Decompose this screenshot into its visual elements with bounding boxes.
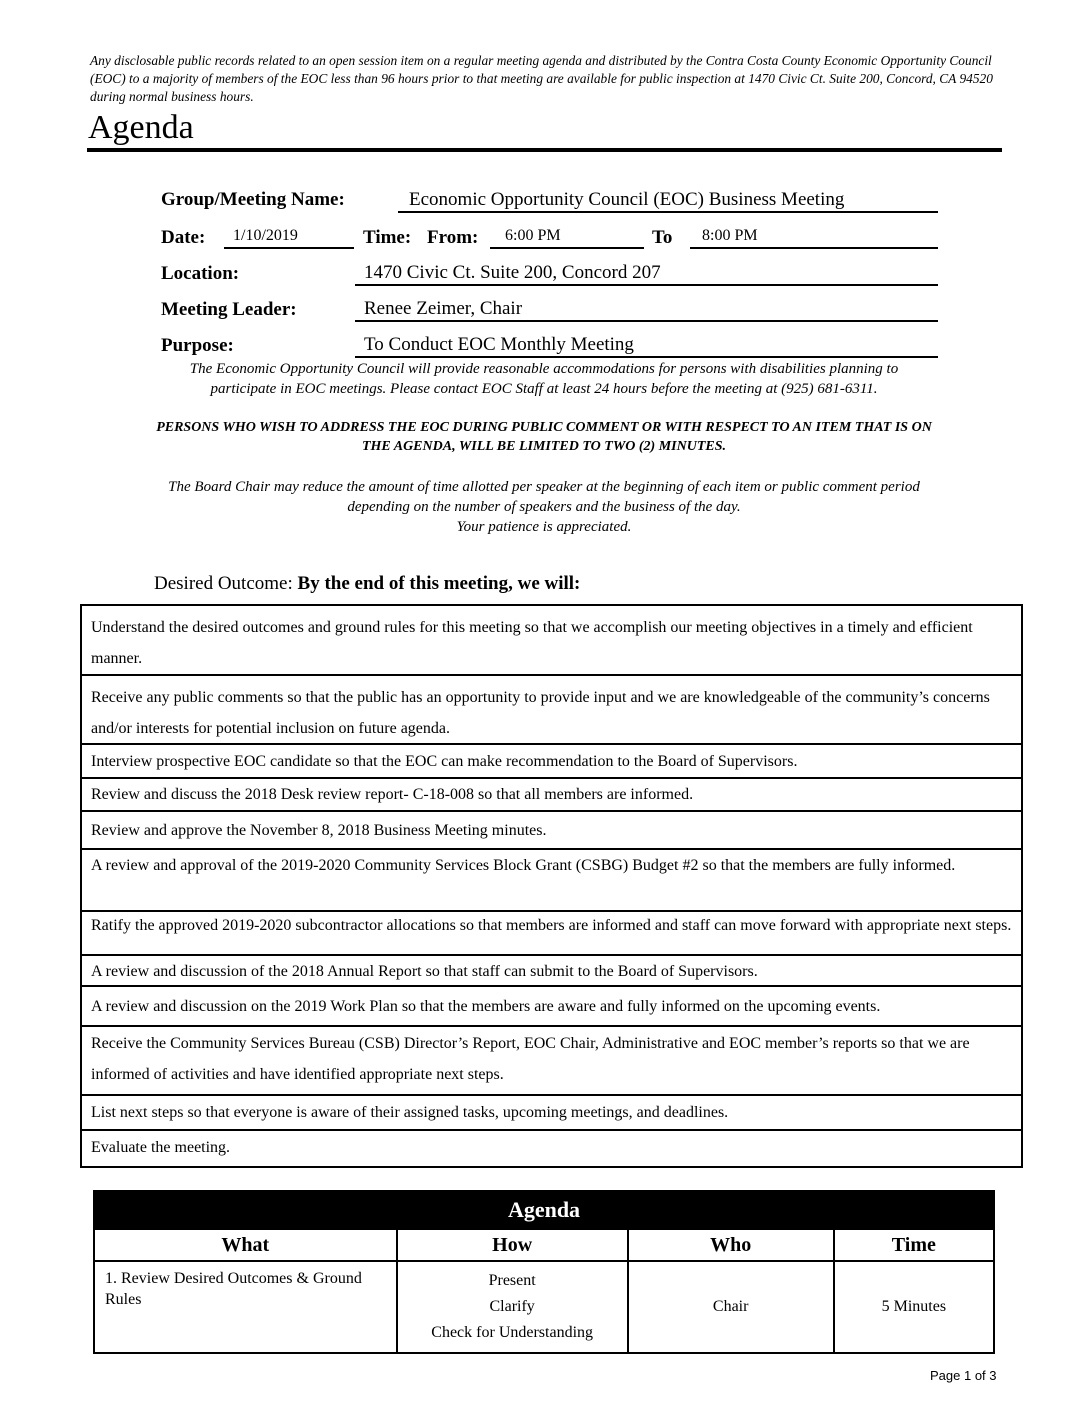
to-underline [690,247,938,249]
meeting-leader-label: Meeting Leader: [161,299,297,320]
desired-outcome-heading [154,572,580,596]
outcome-row: Understand the desired outcomes and ground rules for this meeting so that we accomplish our meeting objectives in a timely and efficient manner. [82,606,1021,676]
public-records-disclosure: Any disclosable public records related to an open session item on a regular meeting agenda and distributed by the Contra Costa County Economic Opportunity Council (EOC) to a majority of members of the EOC less than 96 hours prior to that meeting are available for public inspection at 1470 Civic Ct. Suite 200, Concord, CA 94520 during normal business hours. [90,53,993,104]
to-label: To [652,227,673,248]
comment-limit-line-2: THE AGENDA, WILL BE LIMITED TO TWO (2) MINUTES. [361,439,727,454]
agenda-header-row [94,1229,994,1261]
page-title: Agenda [88,109,194,146]
group-name-label: Group/Meeting Name: [161,189,345,210]
outcome-row: A review and discussion on the 2019 Work Plan so that the members are aware and fully informed on the upcoming events. [82,987,1021,1027]
group-name-underline [398,211,938,213]
location-label: Location: [161,263,240,284]
date-underline [224,247,354,249]
agenda-banner-row [94,1191,994,1229]
desired-outcome-label: Desired Outcome: [154,573,293,594]
date-value: 1/10/2019 [233,227,298,244]
meeting-leader-underline [355,320,938,322]
time-label: Time: [363,227,412,248]
outcome-row: A review and approval of the 2019-2020 Community Services Block Grant (CSBG) Budget #2 so that the members are fully informed. [82,850,1021,912]
table-row [94,1261,994,1353]
accommodations-notice [90,359,998,399]
to-value: 8:00 PM [702,227,758,244]
column-header-how: How [397,1229,628,1261]
outcome-row: Review and discuss the 2018 Desk review report- C-18-008 so that all members are informed. [82,779,1021,812]
meeting-leader-value: Renee Zeimer, Chair [364,298,523,319]
column-header-who: Who [628,1229,834,1261]
purpose-label: Purpose: [161,335,234,356]
purpose-underline [355,356,938,358]
column-header-what: What [94,1229,397,1261]
outcome-row: Interview prospective EOC candidate so that the EOC can make recommendation to the Board of Supervisors. [82,745,1021,779]
agenda-item-who: Chair [628,1261,834,1353]
outcome-row: Review and approve the November 8, 2018 Business Meeting minutes. [82,812,1021,850]
agenda-table [93,1190,995,1354]
chair-line-2: depending on the number of speakers and the business of the day. [347,499,741,515]
from-value: 6:00 PM [505,227,561,244]
how-step: Check for Understanding [431,1324,594,1341]
outcome-row: A review and discussion of the 2018 Annual Report so that staff can submit to the Board of Supervisors. [82,956,1021,987]
group-name-value: Economic Opportunity Council (EOC) Business Meeting [409,189,845,210]
accommodations-line-2: participate in EOC meetings. Please contact EOC Staff at least 24 hours before the meeting at (925) 681-6311. [210,381,878,397]
purpose-value: To Conduct EOC Monthly Meeting [364,334,634,355]
chair-notice [90,477,998,537]
page-number: Page 1 of 3 [930,1368,997,1383]
desired-outcome-lead: By the end of this meeting, we will: [297,573,581,594]
from-underline [490,247,644,249]
comment-limit-line-1: PERSONS WHO WISH TO ADDRESS THE EOC DURING PUBLIC COMMENT OR WITH RESPECT TO AN ITEM THAT IS ON [156,420,932,435]
location-value: 1470 Civic Ct. Suite 200, Concord 207 [364,262,661,283]
from-label: From: [427,227,479,248]
desired-outcomes-table [80,604,1023,1168]
date-label: Date: [161,227,206,248]
outcome-row: Receive the Community Services Bureau (CSB) Director’s Report, EOC Chair, Administrative and EOC member’s reports so that we are informed of activities and have identified appropriate next steps. [82,1027,1021,1096]
column-header-time: Time [834,1229,994,1261]
outcome-row: Ratify the approved 2019-2020 subcontractor allocations so that members are informed and staff can move forward with appropriate next steps. [82,912,1021,956]
how-step: Clarify [489,1298,535,1315]
agenda-item-what: 1. Review Desired Outcomes & Ground Rules [94,1261,397,1353]
how-step: Present [488,1272,536,1289]
title-divider [87,148,1002,152]
agenda-banner: Agenda [94,1191,994,1229]
location-underline [355,284,938,286]
accommodations-line-1: The Economic Opportunity Council will provide reasonable accommodations for persons with disabilities planning to [189,361,899,377]
outcome-row: List next steps so that everyone is aware of their assigned tasks, upcoming meetings, and deadlines. [82,1096,1021,1131]
comment-limit-notice [90,418,998,456]
outcome-row: Receive any public comments so that the public has an opportunity to provide input and we are knowledgeable of the community’s concerns and/or interests for potential inclusion on future agenda. [82,676,1021,745]
outcome-row: Evaluate the meeting. [91,1139,231,1156]
agenda-item-time: 5 Minutes [834,1261,994,1353]
agenda-item-how [397,1261,628,1353]
chair-line-3: Your patience is appreciated. [456,519,632,535]
chair-line-1: The Board Chair may reduce the amount of time allotted per speaker at the beginning of each item or public comment period [168,479,920,495]
